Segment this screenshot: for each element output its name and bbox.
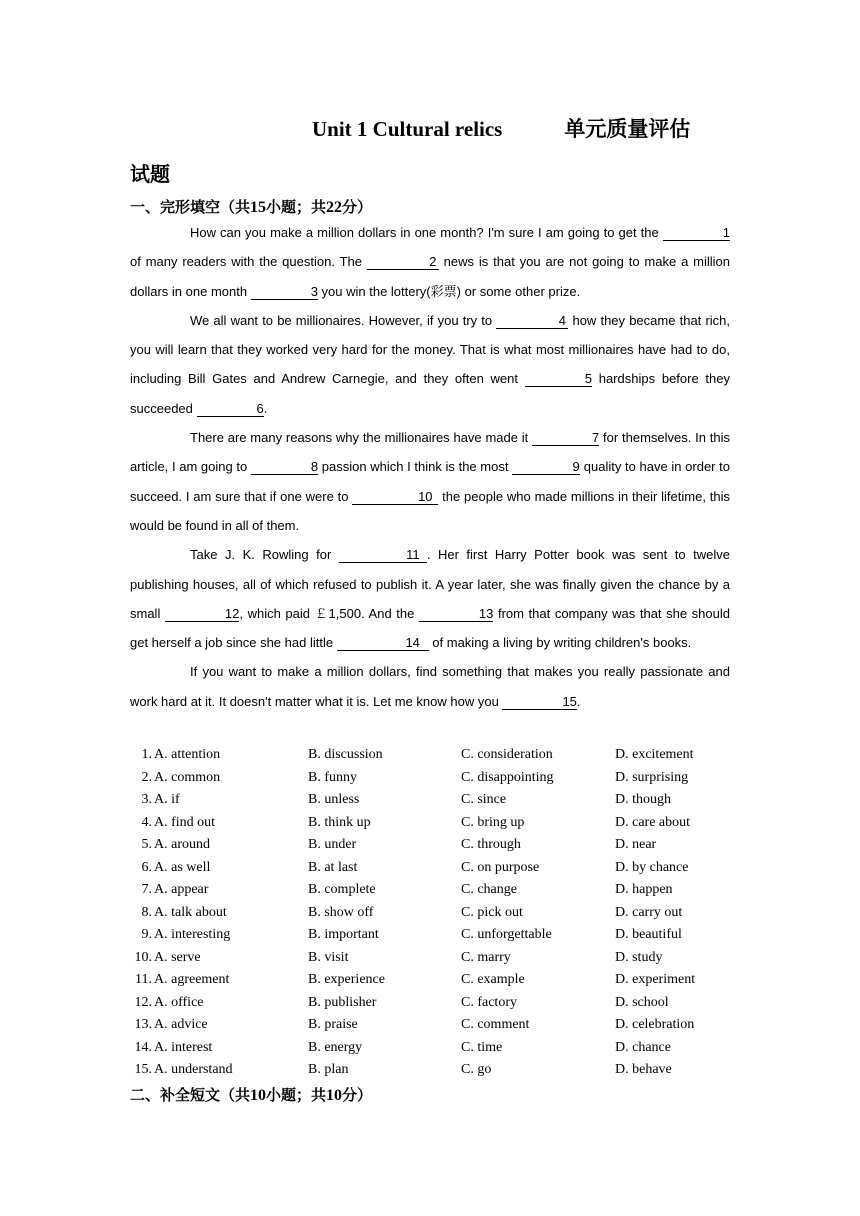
passage-paragraph-1: How can you make a million dollars in one month? I'm sure I am going to get the 1 of many readers with the question. The 2 news is that you are not going to make a million dollars in one month 3 you win the lottery(彩票) or some other prize. [130,225,731,299]
option-d: D. experiment [615,972,696,987]
blank-15: 15 [502,694,576,710]
option-a: A. interesting [154,927,231,942]
option-b: B. experience [308,972,385,987]
blank-3: 3 [251,284,318,300]
option-a: A. attention [154,747,221,762]
option-b: B. plan [308,1062,349,1077]
option-d: D. by chance [615,859,689,875]
option-c: C. pick out [461,904,523,920]
section-heading-cloze: 一、完形填空（共15小题；共22分） [130,198,373,216]
option-a: A. common [154,769,221,785]
option-row-14 [130,1040,750,1063]
question-number: 4. [141,814,152,830]
question-number: 1. [141,747,152,762]
option-d: D. beautiful [615,927,682,942]
question-number: 8. [141,904,152,920]
option-row-10 [130,950,750,973]
section-heading-completion: 二、补全短文（共10小题；共10分） [130,1086,373,1104]
title-chinese: 单元质量评估 [564,117,691,141]
question-number: 15. [134,1062,152,1077]
option-c: C. example [461,972,525,987]
option-a: A. as well [154,859,211,875]
option-b: B. funny [308,769,357,785]
option-c: C. on purpose [461,859,540,875]
question-number: 9. [141,927,152,942]
blank-13: 13 [419,606,493,622]
question-number: 14. [134,1039,152,1055]
option-a: A. interest [154,1039,213,1055]
option-a: A. around [154,837,210,852]
blank-11: 11 [339,547,427,563]
option-d: D. surprising [615,769,689,785]
option-c: C. unforgettable [461,927,552,942]
option-b: B. at last [308,859,358,875]
option-b: B. think up [308,814,371,830]
option-row-13 [130,1017,750,1040]
title-english: Unit 1 Cultural relics [312,117,503,141]
option-row-3 [130,792,750,815]
option-d: D. behave [615,1062,672,1077]
option-row-8 [130,905,750,928]
blank-8: 8 [251,459,318,475]
document-title [312,113,792,143]
option-c: C. factory [461,994,517,1010]
question-number: 2. [141,769,152,785]
option-c: C. through [461,837,521,852]
blank-5: 5 [525,371,592,387]
option-a: A. understand [154,1062,233,1077]
option-b: B. energy [308,1039,363,1055]
passage-paragraph-5: If you want to make a million dollars, find something that makes you really passionate and work hard at it. It doesn't matter what it is. Let me know how you 15. [130,664,730,709]
question-number: 13. [134,1017,152,1032]
option-c: C. since [461,792,507,807]
option-b: B. complete [308,882,376,897]
option-d: D. near [615,837,657,852]
option-c: C. time [461,1039,503,1055]
option-row-2 [130,770,750,793]
blank-14: 14 [337,635,429,651]
option-row-5 [130,837,750,860]
option-a: A. find out [154,814,216,830]
option-d: D. study [615,949,663,965]
option-c: C. marry [461,949,511,965]
passage-paragraph-4: Take J. K. Rowling for 11 . Her first Harry Potter book was sent to twelve publishing houses, all of which refused to publish it. A year later, she was finally given the chance by a small 12, which paid ￡1,500. And the 13 from that company was that she should get herself a job since she had little 14 of making a living by writing children's books. [130,547,730,651]
option-row-12 [130,995,750,1018]
blank-10: 10 [352,489,438,505]
option-b: B. publisher [308,994,377,1010]
option-d: D. carry out [615,904,683,920]
option-d: D. excitement [615,747,694,762]
option-d: D. chance [615,1039,671,1055]
option-b: B. important [308,927,379,942]
question-number: 12. [134,994,152,1010]
option-d: D. happen [615,882,673,897]
option-d: D. school [615,994,669,1010]
option-c: C. comment [461,1017,530,1032]
option-a: A. serve [154,949,201,965]
question-number: 5. [141,837,152,852]
option-a: A. advice [154,1017,208,1032]
option-c: C. disappointing [461,769,554,785]
passage-paragraph-3: There are many reasons why the millionaires have made it 7 for themselves. In this article, I am going to 8 passion which I think is the most 9 quality to have in order to succeed. I am sure that if one were to 10 the people who made millions in their lifetime, this would be found in all of them. [130,430,730,533]
question-number: 6. [141,859,152,875]
question-number: 3. [141,792,152,807]
cloze-passage [130,218,730,716]
option-d: D. care about [615,814,691,830]
option-b: B. visit [308,949,349,965]
option-b: B. under [308,837,357,852]
option-row-7 [130,882,750,905]
blank-4: 4 [496,313,568,329]
option-a: A. office [154,994,204,1010]
blank-7: 7 [532,430,599,446]
option-b: B. unless [308,792,360,807]
question-number: 7. [141,882,152,897]
option-c: C. bring up [461,814,525,830]
option-a: A. appear [154,882,209,897]
option-a: A. talk about [154,904,227,920]
blank-6: 6 [197,401,264,417]
option-b: B. discussion [308,747,383,762]
option-c: C. consideration [461,747,553,762]
option-row-15 [130,1062,750,1085]
option-a: A. agreement [154,972,230,987]
option-b: B. praise [308,1017,358,1032]
option-row-9 [130,927,750,950]
option-d: D. celebration [615,1017,695,1032]
option-d: D. though [615,792,671,807]
option-row-6 [130,860,750,883]
option-row-4 [130,815,750,838]
blank-9: 9 [512,459,580,475]
option-c: C. go [461,1062,492,1077]
answer-options [130,747,750,1085]
option-b: B. show off [308,904,374,920]
question-number: 11. [135,972,152,987]
blank-1: 1 [663,225,730,241]
option-c: C. change [461,882,517,897]
passage-paragraph-2: We all want to be millionaires. However, if you try to 4 how they became that rich, you will learn that they worked very hard for the money. That is what most millionaires have had to do, including Bill Gates and Andrew Carnegie, and they often went 5 hardships before they succeeded 6. [130,312,730,416]
option-row-1 [130,747,750,770]
option-a: A. if [154,792,180,807]
question-number: 10. [134,949,152,965]
document-subtitle: 试题 [130,162,170,186]
blank-2: 2 [367,254,439,270]
blank-12: 12 [165,606,239,622]
option-row-11 [130,972,750,995]
